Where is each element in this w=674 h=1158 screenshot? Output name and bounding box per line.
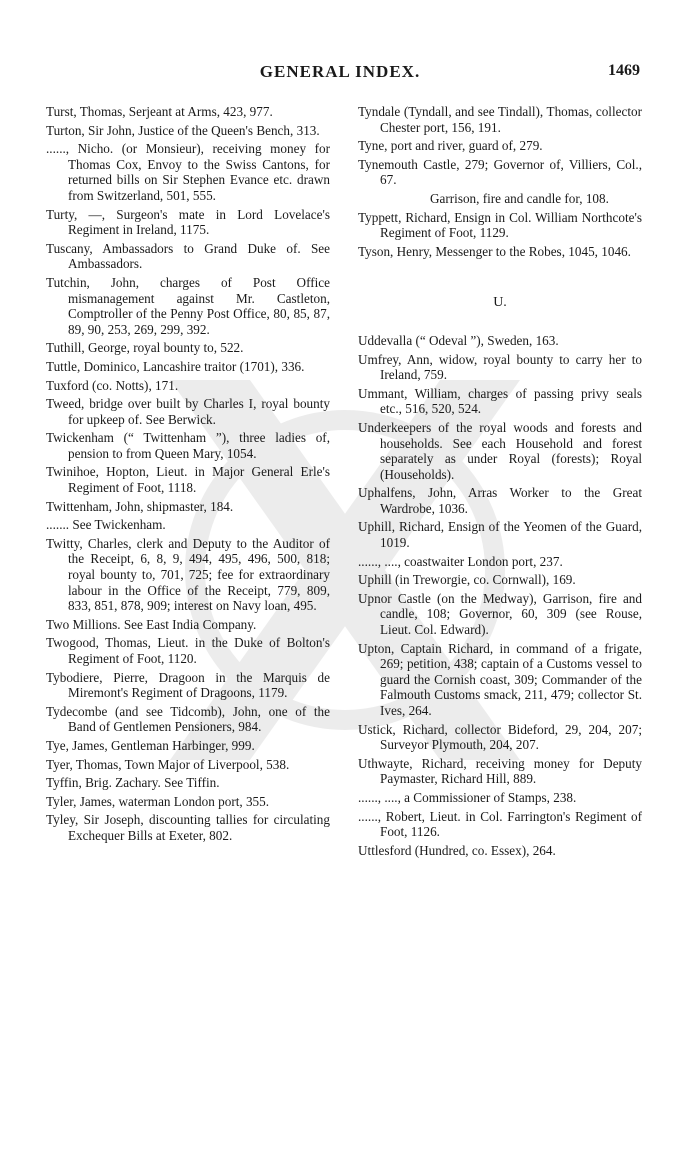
index-entry: Tyne, port and river, guard of, 279.	[358, 138, 543, 154]
left-index-column	[46, 104, 330, 847]
index-entry: Uphill, Richard, Ensign of the Yeomen of the Guard, 1019.	[358, 519, 642, 551]
index-entry: Tuxford (co. Notts), 171.	[46, 377, 179, 393]
index-entry: ....... See Twickenham.	[46, 517, 166, 533]
index-entry: Typpett, Richard, Ensign in Col. William Northcote's Regiment of Foot, 1129.	[358, 209, 642, 241]
index-entry: Tynemouth Castle, 279; Governor of, Villiers, Col., 67.	[358, 156, 642, 188]
index-entry: Uphalfens, John, Arras Worker to the Great Wardrobe, 1036.	[358, 485, 642, 516]
index-entry: Uthwayte, Richard, receiving money for Deputy Paymaster, Richard Hill, 889.	[358, 755, 642, 787]
index-entry: Twickenham (“ Twittenham ”), three ladies of, pension to from Queen Mary, 1054.	[46, 430, 330, 461]
index-entry: Turty, —, Surgeon's mate in Lord Lovelace's Regiment in Ireland, 1175.	[46, 206, 330, 238]
index-entry: Tuscany, Ambassadors to Grand Duke of. See Ambassadors.	[46, 240, 330, 272]
index-entry: ......, Robert, Lieut. in Col. Farrington's Regiment of Foot, 1126.	[358, 808, 642, 840]
index-entry: Tuttle, Dominico, Lancashire traitor (1701), 336.	[46, 358, 305, 374]
section-letter-heading: U.	[493, 295, 507, 311]
index-entry: Twogood, Thomas, Lieut. in the Duke of Bolton's Regiment of Foot, 1120.	[46, 635, 330, 666]
index-entry: Two Millions. See East India Company.	[46, 616, 257, 632]
index-entry: Twinihoe, Hopton, Lieut. in Major General Erle's Regiment of Foot, 1118.	[46, 464, 330, 496]
index-entry: Twittenham, John, shipmaster, 184.	[46, 498, 234, 514]
index-entry: Tyer, Thomas, Town Major of Liverpool, 538.	[46, 756, 290, 772]
index-entry: Tyley, Sir Joseph, discounting tallies for circulating Exchequer Bills at Exeter, 802.	[46, 812, 330, 843]
index-entry: ......, Nicho. (or Monsieur), receiving money for Thomas Cox, Envoy to the Swiss Cantons, for returned bills on Sir Stephen Evance etc. drawn from Switzerland, 501, 555.	[46, 141, 330, 203]
index-entry: Tuthill, George, royal bounty to, 522.	[46, 340, 244, 356]
index-entry: Underkeepers of the royal woods and forests and households. See each Household and forest separately as under Royal (forests); Royal (Households).	[358, 419, 642, 482]
index-entry: Umfrey, Ann, widow, royal bounty to carry her to Ireland, 759.	[358, 351, 642, 383]
index-entry: Tyffin, Brig. Zachary. See Tiffin.	[46, 775, 220, 791]
index-entry: ......, ...., coastwaiter London port, 237.	[358, 553, 563, 569]
index-entry: Upnor Castle (on the Medway), Garrison, fire and candle, 108; Governor, 60, 309 (see Rouse, Lieut. Col. Edward).	[358, 590, 642, 638]
right-index-column	[358, 104, 642, 861]
index-subentry: Garrison, fire and candle for, 108.	[430, 190, 609, 206]
index-entry: Tutchin, John, charges of Post Office mismanagement against Mr. Castleton, Comptroller of the Penny Post Office, 80, 85, 87, 89, 90, 253, 269, 299, 392.	[46, 274, 330, 337]
index-entry: Ummant, William, charges of passing privy seals etc., 516, 520, 524.	[358, 385, 642, 417]
index-entry: Twitty, Charles, clerk and Deputy to the Auditor of the Receipt, 6, 8, 9, 494, 495, 496, 500, 818; royal bounty to, 701, 725; fee for extraordinary labour in the Office of the Receipt, 779, 809, 833, 851, 878, 909; interest on Navy loan, 495.	[46, 535, 330, 614]
page-number: 1469	[608, 62, 640, 79]
index-entry: Tybodiere, Pierre, Dragoon in the Marquis de Miremont's Regiment of Dragoons, 1179.	[46, 669, 330, 701]
index-entry: Tyler, James, waterman London port, 355.	[46, 793, 270, 809]
index-entry: Uphill (in Treworgie, co. Cornwall), 169.	[358, 572, 576, 588]
index-entry: Tye, James, Gentleman Harbinger, 999.	[46, 737, 255, 753]
index-entry: Uddevalla (“ Odeval ”), Sweden, 163.	[358, 332, 559, 348]
index-entry: Turst, Thomas, Serjeant at Arms, 423, 977.	[46, 104, 273, 119]
index-entry: ......, ...., a Commissioner of Stamps, 238.	[358, 789, 577, 805]
running-title: GENERAL INDEX.	[259, 62, 421, 81]
index-entry: Upton, Captain Richard, in command of a frigate, 269; petition, 438; captain of a Customs vessel to guard the Cornish coast, 309; Commander of the Falmouth Customs smack, 211, 479; collector St. Ives, 264.	[358, 640, 642, 718]
index-entry: Ustick, Richard, collector Bideford, 29, 204, 207; Surveyor Plymouth, 204, 207.	[358, 721, 642, 753]
index-entry: Tydecombe (and see Tidcomb), John, one of the Band of Gentlemen Pensioners, 984.	[46, 703, 330, 735]
page-header	[40, 62, 640, 88]
index-entry: Tweed, bridge over built by Charles I, royal bounty for upkeep of. See Berwick.	[46, 396, 330, 427]
index-entry: Tyson, Henry, Messenger to the Robes, 1045, 1046.	[358, 243, 631, 259]
index-entry: Turton, Sir John, Justice of the Queen's Bench, 313.	[46, 122, 320, 138]
index-entry: Uttlesford (Hundred, co. Essex), 264.	[358, 842, 556, 858]
index-entry: Tyndale (Tyndall, and see Tindall), Thomas, collector Chester port, 156, 191.	[358, 104, 642, 135]
